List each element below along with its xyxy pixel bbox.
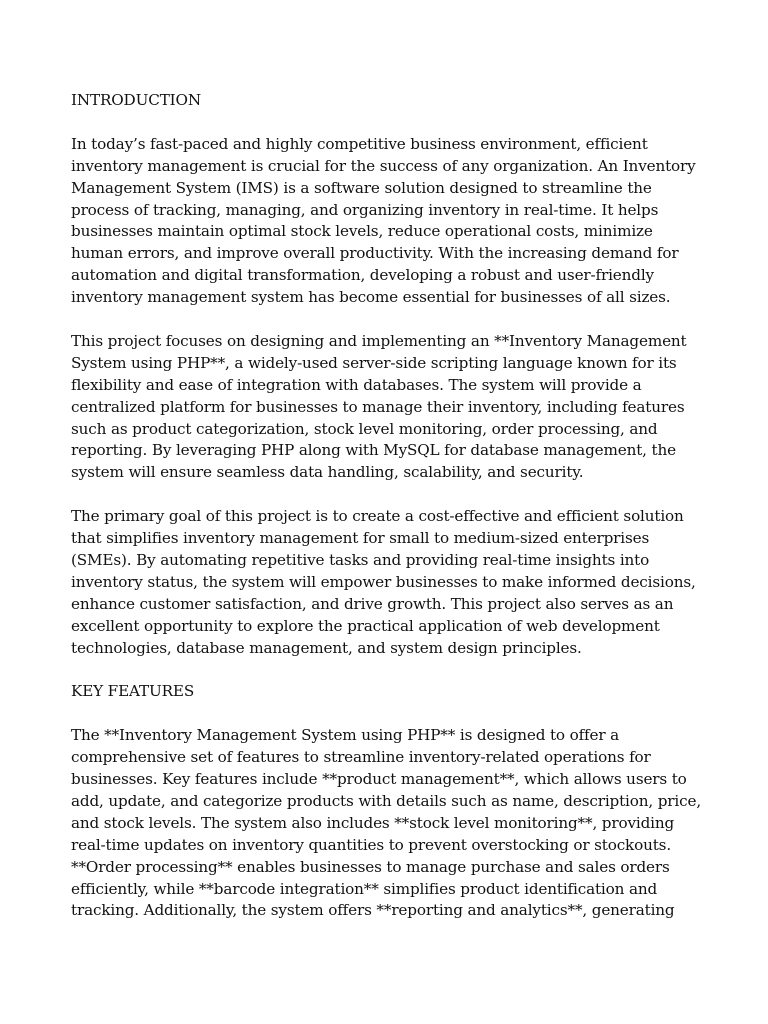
paragraph bbox=[71, 725, 701, 922]
document-page bbox=[71, 90, 701, 944]
text-line: inventory management system has become essential for businesses of all sizes. bbox=[71, 288, 671, 307]
text-line: inventory status, the system will empower businesses to make informed decisions, bbox=[71, 572, 696, 591]
text-line: In today’s fast-paced and highly competitive business environment, efficient bbox=[71, 134, 648, 153]
text-line: tracking. Additionally, the system offers **reporting and analytics**, generating bbox=[71, 901, 675, 920]
text-line: system will ensure seamless data handling, scalability, and security. bbox=[71, 463, 584, 482]
text-line: **Order processing** enables businesses to manage purchase and sales orders bbox=[71, 857, 670, 876]
section-heading: INTRODUCTION bbox=[71, 91, 201, 109]
text-line: and stock levels. The system also includes **stock level monitoring**, providing bbox=[71, 813, 675, 832]
text-line: This project focuses on designing and implementing an **Inventory Management bbox=[71, 331, 687, 350]
section-key-features bbox=[71, 681, 701, 922]
text-line: System using PHP**, a widely-used server-side scripting language known for its bbox=[71, 353, 677, 372]
text-line: businesses maintain optimal stock levels, reduce operational costs, minimize bbox=[71, 222, 653, 241]
text-line: comprehensive set of features to streamline inventory-related operations for bbox=[71, 748, 651, 767]
text-line: Management System (IMS) is a software solution designed to streamline the bbox=[71, 178, 652, 197]
text-line: real-time updates on inventory quantities to prevent overstocking or stockouts. bbox=[71, 835, 672, 854]
text-line: The primary goal of this project is to create a cost-effective and efficient solution bbox=[71, 507, 684, 526]
section-heading: KEY FEATURES bbox=[71, 682, 195, 701]
section-introduction bbox=[71, 90, 701, 660]
paragraph bbox=[71, 506, 701, 659]
text-line: businesses. Key features include **product management**, which allows users to bbox=[71, 770, 687, 789]
text-line: technologies, database management, and system design principles. bbox=[71, 638, 582, 657]
text-line: (SMEs). By automating repetitive tasks and providing real-time insights into bbox=[71, 550, 650, 569]
text-line: enhance customer satisfaction, and drive growth. This project also serves as an bbox=[71, 594, 674, 613]
text-line: inventory management is crucial for the success of any organization. An Inventory bbox=[71, 156, 696, 175]
text-line: excellent opportunity to explore the practical application of web development bbox=[71, 616, 660, 635]
text-line: add, update, and categorize products with details such as name, description, price, bbox=[71, 791, 702, 810]
text-line: automation and digital transformation, developing a robust and user-friendly bbox=[71, 266, 654, 285]
text-line: flexibility and ease of integration with databases. The system will provide a bbox=[71, 375, 642, 394]
text-line: such as product categorization, stock level monitoring, order processing, and bbox=[71, 419, 658, 438]
text-line: centralized platform for businesses to manage their inventory, including features bbox=[71, 397, 685, 416]
paragraph bbox=[71, 134, 701, 309]
text-line: process of tracking, managing, and organizing inventory in real-time. It helps bbox=[71, 200, 659, 219]
text-line: efficiently, while **barcode integration** simplifies product identification and bbox=[71, 879, 658, 898]
text-line: The **Inventory Management System using PHP** is designed to offer a bbox=[71, 726, 620, 745]
paragraph bbox=[71, 331, 701, 484]
text-line: human errors, and improve overall productivity. With the increasing demand for bbox=[71, 244, 679, 263]
text-line: that simplifies inventory management for small to medium-sized enterprises bbox=[71, 529, 650, 548]
text-line: reporting. By leveraging PHP along with MySQL for database management, the bbox=[71, 441, 676, 460]
